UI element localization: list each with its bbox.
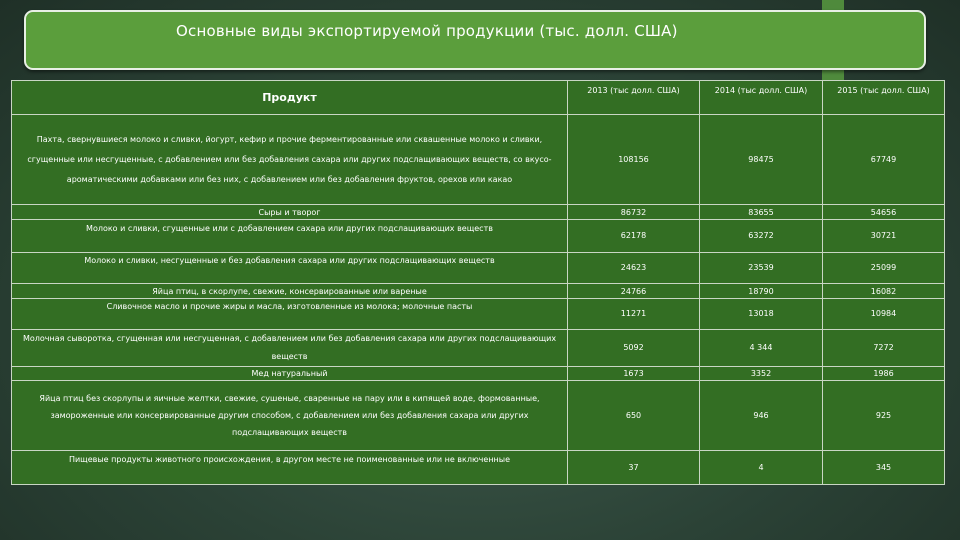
table-row: [12, 220, 945, 253]
title-banner: [24, 10, 926, 70]
value-2014: 23539: [700, 253, 823, 284]
export-table: [11, 80, 945, 485]
product-cell: Сыры и творог: [12, 205, 568, 220]
product-cell: Пахта, свернувшиеся молоко и сливки, йогурт, кефир и прочие ферментированные или сквашенные молоко и сливки, сгущенные или несгущенные, с добавлением или без добавления сахара или других подслащивающих веществ, со вкусо-ароматическими добавками или без них, с добавлением или без добавления фруктов, орехов или какао: [12, 115, 568, 205]
value-2013: 86732: [568, 205, 700, 220]
product-cell: Мед натуральный: [12, 367, 568, 381]
table-row: [12, 330, 945, 367]
value-2014: 13018: [700, 299, 823, 330]
value-2014: 946: [700, 381, 823, 451]
table-row: [12, 115, 945, 205]
value-2013: 24766: [568, 284, 700, 299]
value-2013: 5092: [568, 330, 700, 367]
table-header-row: [12, 81, 945, 115]
table-row: [12, 253, 945, 284]
value-2014: 98475: [700, 115, 823, 205]
product-cell: Сливочное масло и прочие жиры и масла, изготовленные из молока; молочные пасты: [12, 299, 568, 330]
value-2013: 11271: [568, 299, 700, 330]
value-2015: 925: [823, 381, 945, 451]
value-2013: 108156: [568, 115, 700, 205]
table-row: [12, 367, 945, 381]
product-cell: Молоко и сливки, несгущенные и без добавления сахара или других подслащивающих веществ: [12, 253, 568, 284]
table-row: [12, 299, 945, 330]
product-cell: Яйца птиц без скорлупы и яичные желтки, свежие, сушеные, сваренные на пару или в кипящей воде, формованные, замороженные или консервированные другим способом, с добавлением или без добавления сахара или других подслащивающих веществ: [12, 381, 568, 451]
product-cell: Пищевые продукты животного происхождения, в другом месте не поименованные или не включенные: [12, 451, 568, 485]
value-2015: 67749: [823, 115, 945, 205]
page-title: Основные виды экспортируемой продукции (тыс. долл. США): [176, 22, 678, 40]
value-2015: 1986: [823, 367, 945, 381]
value-2013: 1673: [568, 367, 700, 381]
table-row: [12, 451, 945, 485]
value-2014: 83655: [700, 205, 823, 220]
product-cell: Молочная сыворотка, сгущенная или несгущенная, с добавлением или без добавления сахара или других подслащивающих веществ: [12, 330, 568, 367]
value-2015: 16082: [823, 284, 945, 299]
value-2014: 63272: [700, 220, 823, 253]
value-2014: 4 344: [700, 330, 823, 367]
value-2015: 10984: [823, 299, 945, 330]
value-2014: 18790: [700, 284, 823, 299]
value-2015: 25099: [823, 253, 945, 284]
header-2015: 2015 (тыс долл. США): [823, 81, 945, 115]
value-2013: 62178: [568, 220, 700, 253]
value-2013: 650: [568, 381, 700, 451]
product-cell: Молоко и сливки, сгущенные или с добавлением сахара или других подслащивающих веществ: [12, 220, 568, 253]
value-2015: 345: [823, 451, 945, 485]
value-2015: 7272: [823, 330, 945, 367]
product-cell: Яйца птиц, в скорлупе, свежие, консервированные или вареные: [12, 284, 568, 299]
value-2013: 24623: [568, 253, 700, 284]
header-2013: 2013 (тыс долл. США): [568, 81, 700, 115]
header-product: Продукт: [12, 81, 568, 115]
value-2015: 30721: [823, 220, 945, 253]
value-2013: 37: [568, 451, 700, 485]
table-row: [12, 205, 945, 220]
table-row: [12, 284, 945, 299]
value-2014: 3352: [700, 367, 823, 381]
value-2015: 54656: [823, 205, 945, 220]
table-row: [12, 381, 945, 451]
header-2014: 2014 (тыс долл. США): [700, 81, 823, 115]
value-2014: 4: [700, 451, 823, 485]
